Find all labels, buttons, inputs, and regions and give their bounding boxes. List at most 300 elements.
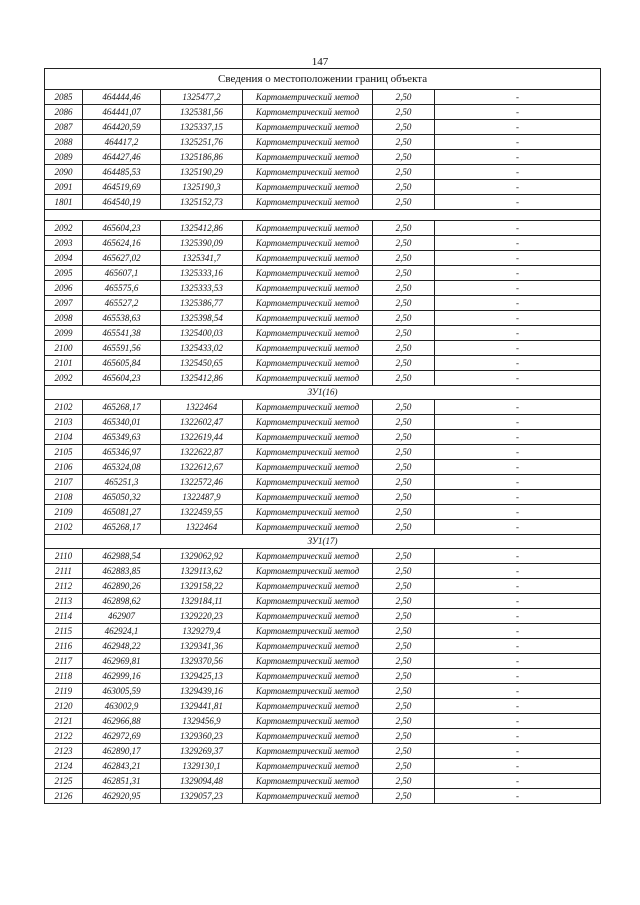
coord-y-cell: 1329441,81 bbox=[161, 699, 243, 714]
method-cell: Картометрический метод bbox=[243, 150, 373, 165]
coord-x-cell: 464519,69 bbox=[83, 180, 161, 195]
coord-y-cell: 1329360,23 bbox=[161, 729, 243, 744]
table-row bbox=[45, 90, 601, 105]
point-number-cell: 2095 bbox=[45, 266, 83, 281]
precision-cell: 2,50 bbox=[373, 774, 435, 789]
coord-y-cell: 1329456,9 bbox=[161, 714, 243, 729]
table-row bbox=[45, 236, 601, 251]
description-cell: - bbox=[435, 505, 601, 520]
method-cell: Картометрический метод bbox=[243, 564, 373, 579]
precision-cell: 2,50 bbox=[373, 684, 435, 699]
coord-x-cell: 465605,84 bbox=[83, 356, 161, 371]
method-cell: Картометрический метод bbox=[243, 729, 373, 744]
description-cell: - bbox=[435, 296, 601, 311]
table-row bbox=[45, 744, 601, 759]
point-number-cell: 2126 bbox=[45, 789, 83, 804]
table-row bbox=[45, 221, 601, 236]
point-number-cell: 2107 bbox=[45, 475, 83, 490]
point-number-cell: 2122 bbox=[45, 729, 83, 744]
point-number-cell: 2088 bbox=[45, 135, 83, 150]
method-cell: Картометрический метод bbox=[243, 281, 373, 296]
method-cell: Картометрический метод bbox=[243, 236, 373, 251]
precision-cell: 2,50 bbox=[373, 251, 435, 266]
coord-y-cell: 1322612,67 bbox=[161, 460, 243, 475]
point-number-cell: 2085 bbox=[45, 90, 83, 105]
coord-x-cell: 462851,31 bbox=[83, 774, 161, 789]
coord-y-cell: 1325400,03 bbox=[161, 326, 243, 341]
precision-cell: 2,50 bbox=[373, 221, 435, 236]
point-number-cell: 2102 bbox=[45, 400, 83, 415]
description-cell: - bbox=[435, 460, 601, 475]
coord-y-cell: 1329062,92 bbox=[161, 549, 243, 564]
table-row bbox=[45, 669, 601, 684]
coord-y-cell: 1322464 bbox=[161, 520, 243, 535]
description-cell: - bbox=[435, 251, 601, 266]
coord-x-cell: 462924,1 bbox=[83, 624, 161, 639]
coord-y-cell: 1325412,86 bbox=[161, 371, 243, 386]
coord-x-cell: 465538,63 bbox=[83, 311, 161, 326]
point-number-cell: 2099 bbox=[45, 326, 83, 341]
precision-cell: 2,50 bbox=[373, 150, 435, 165]
method-cell: Картометрический метод bbox=[243, 165, 373, 180]
method-cell: Картометрический метод bbox=[243, 520, 373, 535]
method-cell: Картометрический метод bbox=[243, 594, 373, 609]
coord-x-cell: 462920,95 bbox=[83, 789, 161, 804]
precision-cell: 2,50 bbox=[373, 195, 435, 210]
precision-cell: 2,50 bbox=[373, 296, 435, 311]
precision-cell: 2,50 bbox=[373, 445, 435, 460]
coord-y-cell: 1329184,11 bbox=[161, 594, 243, 609]
precision-cell: 2,50 bbox=[373, 549, 435, 564]
coord-y-cell: 1329279,4 bbox=[161, 624, 243, 639]
method-cell: Картометрический метод bbox=[243, 341, 373, 356]
description-cell: - bbox=[435, 564, 601, 579]
table-row bbox=[45, 371, 601, 386]
coord-y-cell: 1325390,09 bbox=[161, 236, 243, 251]
point-number-cell: 2120 bbox=[45, 699, 83, 714]
description-cell: - bbox=[435, 445, 601, 460]
table-row bbox=[45, 654, 601, 669]
point-number-cell: 2104 bbox=[45, 430, 83, 445]
precision-cell: 2,50 bbox=[373, 460, 435, 475]
coord-y-cell: 1329158,22 bbox=[161, 579, 243, 594]
description-cell: - bbox=[435, 774, 601, 789]
coord-x-cell: 462999,16 bbox=[83, 669, 161, 684]
description-cell: - bbox=[435, 639, 601, 654]
method-cell: Картометрический метод bbox=[243, 639, 373, 654]
coord-y-cell: 1325186,86 bbox=[161, 150, 243, 165]
precision-cell: 2,50 bbox=[373, 789, 435, 804]
description-cell: - bbox=[435, 714, 601, 729]
table-row bbox=[45, 759, 601, 774]
point-number-cell: 2112 bbox=[45, 579, 83, 594]
method-cell: Картометрический метод bbox=[243, 490, 373, 505]
description-cell: - bbox=[435, 744, 601, 759]
precision-cell: 2,50 bbox=[373, 729, 435, 744]
coord-x-cell: 464417,2 bbox=[83, 135, 161, 150]
table-row bbox=[45, 105, 601, 120]
coord-y-cell: 1325386,77 bbox=[161, 296, 243, 311]
method-cell: Картометрический метод bbox=[243, 90, 373, 105]
table-row bbox=[45, 490, 601, 505]
precision-cell: 2,50 bbox=[373, 490, 435, 505]
precision-cell: 2,50 bbox=[373, 415, 435, 430]
coord-x-cell: 465268,17 bbox=[83, 400, 161, 415]
method-cell: Картометрический метод bbox=[243, 759, 373, 774]
table-row bbox=[45, 400, 601, 415]
coord-x-cell: 465607,1 bbox=[83, 266, 161, 281]
coord-x-cell: 462972,69 bbox=[83, 729, 161, 744]
precision-cell: 2,50 bbox=[373, 699, 435, 714]
method-cell: Картометрический метод bbox=[243, 714, 373, 729]
point-number-cell: 2115 bbox=[45, 624, 83, 639]
table-row bbox=[45, 460, 601, 475]
precision-cell: 2,50 bbox=[373, 714, 435, 729]
point-number-cell: 2105 bbox=[45, 445, 83, 460]
precision-cell: 2,50 bbox=[373, 564, 435, 579]
coord-x-cell: 465340,01 bbox=[83, 415, 161, 430]
coord-x-cell: 465604,23 bbox=[83, 371, 161, 386]
method-cell: Картометрический метод bbox=[243, 311, 373, 326]
method-cell: Картометрический метод bbox=[243, 105, 373, 120]
coord-y-cell: 1329425,13 bbox=[161, 669, 243, 684]
coord-x-cell: 463002,9 bbox=[83, 699, 161, 714]
coord-x-cell: 462890,26 bbox=[83, 579, 161, 594]
description-cell: - bbox=[435, 165, 601, 180]
coord-x-cell: 465627,02 bbox=[83, 251, 161, 266]
description-cell: - bbox=[435, 195, 601, 210]
precision-cell: 2,50 bbox=[373, 236, 435, 251]
table-row bbox=[45, 609, 601, 624]
point-number-cell: 2096 bbox=[45, 281, 83, 296]
coord-y-cell: 1329113,62 bbox=[161, 564, 243, 579]
table-row bbox=[45, 475, 601, 490]
point-number-cell: 2106 bbox=[45, 460, 83, 475]
description-cell: - bbox=[435, 150, 601, 165]
coord-y-cell: 1325337,15 bbox=[161, 120, 243, 135]
table-row bbox=[45, 356, 601, 371]
point-number-cell: 2119 bbox=[45, 684, 83, 699]
precision-cell: 2,50 bbox=[373, 120, 435, 135]
coord-x-cell: 465604,23 bbox=[83, 221, 161, 236]
coord-y-cell: 1329220,23 bbox=[161, 609, 243, 624]
method-cell: Картометрический метод bbox=[243, 789, 373, 804]
method-cell: Картометрический метод bbox=[243, 460, 373, 475]
description-cell: - bbox=[435, 579, 601, 594]
page-number: 147 bbox=[311, 56, 329, 68]
coord-x-cell: 465624,16 bbox=[83, 236, 161, 251]
table-row bbox=[45, 296, 601, 311]
table-row bbox=[45, 564, 601, 579]
coord-y-cell: 1322459,55 bbox=[161, 505, 243, 520]
table-row bbox=[45, 639, 601, 654]
method-cell: Картометрический метод bbox=[243, 326, 373, 341]
method-cell: Картометрический метод bbox=[243, 400, 373, 415]
precision-cell: 2,50 bbox=[373, 371, 435, 386]
boundary-table bbox=[44, 68, 601, 804]
description-cell: - bbox=[435, 699, 601, 714]
coord-x-cell: 465324,08 bbox=[83, 460, 161, 475]
table-caption: Сведения о местоположении границ объекта bbox=[45, 69, 601, 90]
table-row bbox=[45, 684, 601, 699]
point-number-cell: 2101 bbox=[45, 356, 83, 371]
method-cell: Картометрический метод bbox=[243, 371, 373, 386]
table-row bbox=[45, 180, 601, 195]
precision-cell: 2,50 bbox=[373, 341, 435, 356]
table-row bbox=[45, 445, 601, 460]
point-number-cell: 2117 bbox=[45, 654, 83, 669]
precision-cell: 2,50 bbox=[373, 430, 435, 445]
precision-cell: 2,50 bbox=[373, 654, 435, 669]
coord-y-cell: 1329057,23 bbox=[161, 789, 243, 804]
coord-x-cell: 462966,88 bbox=[83, 714, 161, 729]
method-cell: Картометрический метод bbox=[243, 296, 373, 311]
description-cell: - bbox=[435, 789, 601, 804]
coord-x-cell: 462969,81 bbox=[83, 654, 161, 669]
point-number-cell: 2110 bbox=[45, 549, 83, 564]
table-row bbox=[45, 120, 601, 135]
point-number-cell: 2113 bbox=[45, 594, 83, 609]
coord-y-cell: 1322487,9 bbox=[161, 490, 243, 505]
point-number-cell: 2102 bbox=[45, 520, 83, 535]
section-row bbox=[45, 210, 601, 221]
coord-x-cell: 462883,85 bbox=[83, 564, 161, 579]
description-cell: - bbox=[435, 415, 601, 430]
point-number-cell: 2091 bbox=[45, 180, 83, 195]
precision-cell: 2,50 bbox=[373, 105, 435, 120]
coord-y-cell: 1325450,65 bbox=[161, 356, 243, 371]
precision-cell: 2,50 bbox=[373, 505, 435, 520]
table-row bbox=[45, 311, 601, 326]
description-cell: - bbox=[435, 266, 601, 281]
coord-y-cell: 1322602,47 bbox=[161, 415, 243, 430]
section-label: ЗУ1(17) bbox=[45, 535, 601, 549]
coord-x-cell: 465346,97 bbox=[83, 445, 161, 460]
method-cell: Картометрический метод bbox=[243, 266, 373, 281]
point-number-cell: 2124 bbox=[45, 759, 83, 774]
description-cell: - bbox=[435, 759, 601, 774]
precision-cell: 2,50 bbox=[373, 475, 435, 490]
table-row bbox=[45, 266, 601, 281]
method-cell: Картометрический метод bbox=[243, 430, 373, 445]
coord-y-cell: 1329341,36 bbox=[161, 639, 243, 654]
coord-y-cell: 1329130,1 bbox=[161, 759, 243, 774]
table-row bbox=[45, 195, 601, 210]
description-cell: - bbox=[435, 180, 601, 195]
method-cell: Картометрический метод bbox=[243, 699, 373, 714]
description-cell: - bbox=[435, 236, 601, 251]
coord-x-cell: 462907 bbox=[83, 609, 161, 624]
point-number-cell: 2089 bbox=[45, 150, 83, 165]
coord-x-cell: 462988,54 bbox=[83, 549, 161, 564]
method-cell: Картометрический метод bbox=[243, 624, 373, 639]
description-cell: - bbox=[435, 311, 601, 326]
point-number-cell: 2098 bbox=[45, 311, 83, 326]
description-cell: - bbox=[435, 490, 601, 505]
method-cell: Картометрический метод bbox=[243, 609, 373, 624]
description-cell: - bbox=[435, 430, 601, 445]
coord-y-cell: 1329094,48 bbox=[161, 774, 243, 789]
point-number-cell: 2116 bbox=[45, 639, 83, 654]
point-number-cell: 2103 bbox=[45, 415, 83, 430]
precision-cell: 2,50 bbox=[373, 624, 435, 639]
method-cell: Картометрический метод bbox=[243, 654, 373, 669]
coord-x-cell: 465575,6 bbox=[83, 281, 161, 296]
point-number-cell: 2092 bbox=[45, 221, 83, 236]
precision-cell: 2,50 bbox=[373, 639, 435, 654]
section-row bbox=[45, 535, 601, 549]
coord-y-cell: 1325333,16 bbox=[161, 266, 243, 281]
coord-x-cell: 462898,62 bbox=[83, 594, 161, 609]
description-cell: - bbox=[435, 371, 601, 386]
section-row bbox=[45, 386, 601, 400]
method-cell: Картометрический метод bbox=[243, 774, 373, 789]
method-cell: Картометрический метод bbox=[243, 475, 373, 490]
description-cell: - bbox=[435, 90, 601, 105]
description-cell: - bbox=[435, 624, 601, 639]
point-number-cell: 2092 bbox=[45, 371, 83, 386]
precision-cell: 2,50 bbox=[373, 281, 435, 296]
point-number-cell: 2094 bbox=[45, 251, 83, 266]
table-row bbox=[45, 326, 601, 341]
point-number-cell: 2097 bbox=[45, 296, 83, 311]
coord-x-cell: 464444,46 bbox=[83, 90, 161, 105]
description-cell: - bbox=[435, 594, 601, 609]
table-row bbox=[45, 714, 601, 729]
precision-cell: 2,50 bbox=[373, 609, 435, 624]
coord-x-cell: 463005,59 bbox=[83, 684, 161, 699]
table-row bbox=[45, 165, 601, 180]
coord-x-cell: 464420,59 bbox=[83, 120, 161, 135]
coord-y-cell: 1322622,87 bbox=[161, 445, 243, 460]
coord-y-cell: 1322572,46 bbox=[161, 475, 243, 490]
point-number-cell: 2093 bbox=[45, 236, 83, 251]
table-row bbox=[45, 549, 601, 564]
point-number-cell: 2114 bbox=[45, 609, 83, 624]
point-number-cell: 2118 bbox=[45, 669, 83, 684]
coord-y-cell: 1325381,56 bbox=[161, 105, 243, 120]
coord-x-cell: 462948,22 bbox=[83, 639, 161, 654]
method-cell: Картометрический метод bbox=[243, 195, 373, 210]
description-cell: - bbox=[435, 341, 601, 356]
description-cell: - bbox=[435, 475, 601, 490]
coord-y-cell: 1325152,73 bbox=[161, 195, 243, 210]
point-number-cell: 2123 bbox=[45, 744, 83, 759]
description-cell: - bbox=[435, 135, 601, 150]
method-cell: Картометрический метод bbox=[243, 180, 373, 195]
description-cell: - bbox=[435, 105, 601, 120]
coord-x-cell: 465251,3 bbox=[83, 475, 161, 490]
method-cell: Картометрический метод bbox=[243, 505, 373, 520]
method-cell: Картометрический метод bbox=[243, 549, 373, 564]
method-cell: Картометрический метод bbox=[243, 120, 373, 135]
description-cell: - bbox=[435, 729, 601, 744]
coord-y-cell: 1329269,37 bbox=[161, 744, 243, 759]
coord-y-cell: 1325190,29 bbox=[161, 165, 243, 180]
coord-y-cell: 1325433,02 bbox=[161, 341, 243, 356]
precision-cell: 2,50 bbox=[373, 165, 435, 180]
coord-y-cell: 1329439,16 bbox=[161, 684, 243, 699]
coord-x-cell: 464441,07 bbox=[83, 105, 161, 120]
point-number-cell: 2086 bbox=[45, 105, 83, 120]
description-cell: - bbox=[435, 520, 601, 535]
coord-y-cell: 1329370,56 bbox=[161, 654, 243, 669]
precision-cell: 2,50 bbox=[373, 744, 435, 759]
point-number-cell: 2108 bbox=[45, 490, 83, 505]
description-cell: - bbox=[435, 549, 601, 564]
precision-cell: 2,50 bbox=[373, 594, 435, 609]
table-row bbox=[45, 594, 601, 609]
coord-y-cell: 1322464 bbox=[161, 400, 243, 415]
coord-y-cell: 1325251,76 bbox=[161, 135, 243, 150]
precision-cell: 2,50 bbox=[373, 90, 435, 105]
coord-y-cell: 1325190,3 bbox=[161, 180, 243, 195]
point-number-cell: 2109 bbox=[45, 505, 83, 520]
method-cell: Картометрический метод bbox=[243, 135, 373, 150]
method-cell: Картометрический метод bbox=[243, 684, 373, 699]
table-row bbox=[45, 281, 601, 296]
precision-cell: 2,50 bbox=[373, 180, 435, 195]
description-cell: - bbox=[435, 669, 601, 684]
precision-cell: 2,50 bbox=[373, 579, 435, 594]
precision-cell: 2,50 bbox=[373, 520, 435, 535]
method-cell: Картометрический метод bbox=[243, 415, 373, 430]
table-row bbox=[45, 135, 601, 150]
coord-x-cell: 464485,53 bbox=[83, 165, 161, 180]
table-row bbox=[45, 579, 601, 594]
table-caption-row bbox=[45, 69, 601, 90]
table-row bbox=[45, 520, 601, 535]
description-cell: - bbox=[435, 281, 601, 296]
description-cell: - bbox=[435, 400, 601, 415]
coord-x-cell: 462843,21 bbox=[83, 759, 161, 774]
coord-x-cell: 465081,27 bbox=[83, 505, 161, 520]
point-number-cell: 2100 bbox=[45, 341, 83, 356]
precision-cell: 2,50 bbox=[373, 135, 435, 150]
method-cell: Картометрический метод bbox=[243, 669, 373, 684]
coord-x-cell: 465268,17 bbox=[83, 520, 161, 535]
coord-x-cell: 465050,32 bbox=[83, 490, 161, 505]
table-row bbox=[45, 624, 601, 639]
precision-cell: 2,50 bbox=[373, 400, 435, 415]
table-row bbox=[45, 150, 601, 165]
description-cell: - bbox=[435, 684, 601, 699]
method-cell: Картометрический метод bbox=[243, 744, 373, 759]
method-cell: Картометрический метод bbox=[243, 221, 373, 236]
description-cell: - bbox=[435, 609, 601, 624]
point-number-cell: 2090 bbox=[45, 165, 83, 180]
description-cell: - bbox=[435, 221, 601, 236]
precision-cell: 2,50 bbox=[373, 326, 435, 341]
boundary-table-container bbox=[44, 68, 600, 804]
description-cell: - bbox=[435, 120, 601, 135]
method-cell: Картометрический метод bbox=[243, 251, 373, 266]
table-row bbox=[45, 789, 601, 804]
coord-y-cell: 1325477,2 bbox=[161, 90, 243, 105]
point-number-cell: 2121 bbox=[45, 714, 83, 729]
table-row bbox=[45, 505, 601, 520]
point-number-cell: 1801 bbox=[45, 195, 83, 210]
table-row bbox=[45, 415, 601, 430]
point-number-cell: 2087 bbox=[45, 120, 83, 135]
table-row bbox=[45, 251, 601, 266]
table-row bbox=[45, 774, 601, 789]
method-cell: Картометрический метод bbox=[243, 356, 373, 371]
coord-y-cell: 1325341,7 bbox=[161, 251, 243, 266]
precision-cell: 2,50 bbox=[373, 356, 435, 371]
coord-x-cell: 464540,19 bbox=[83, 195, 161, 210]
table-row bbox=[45, 729, 601, 744]
